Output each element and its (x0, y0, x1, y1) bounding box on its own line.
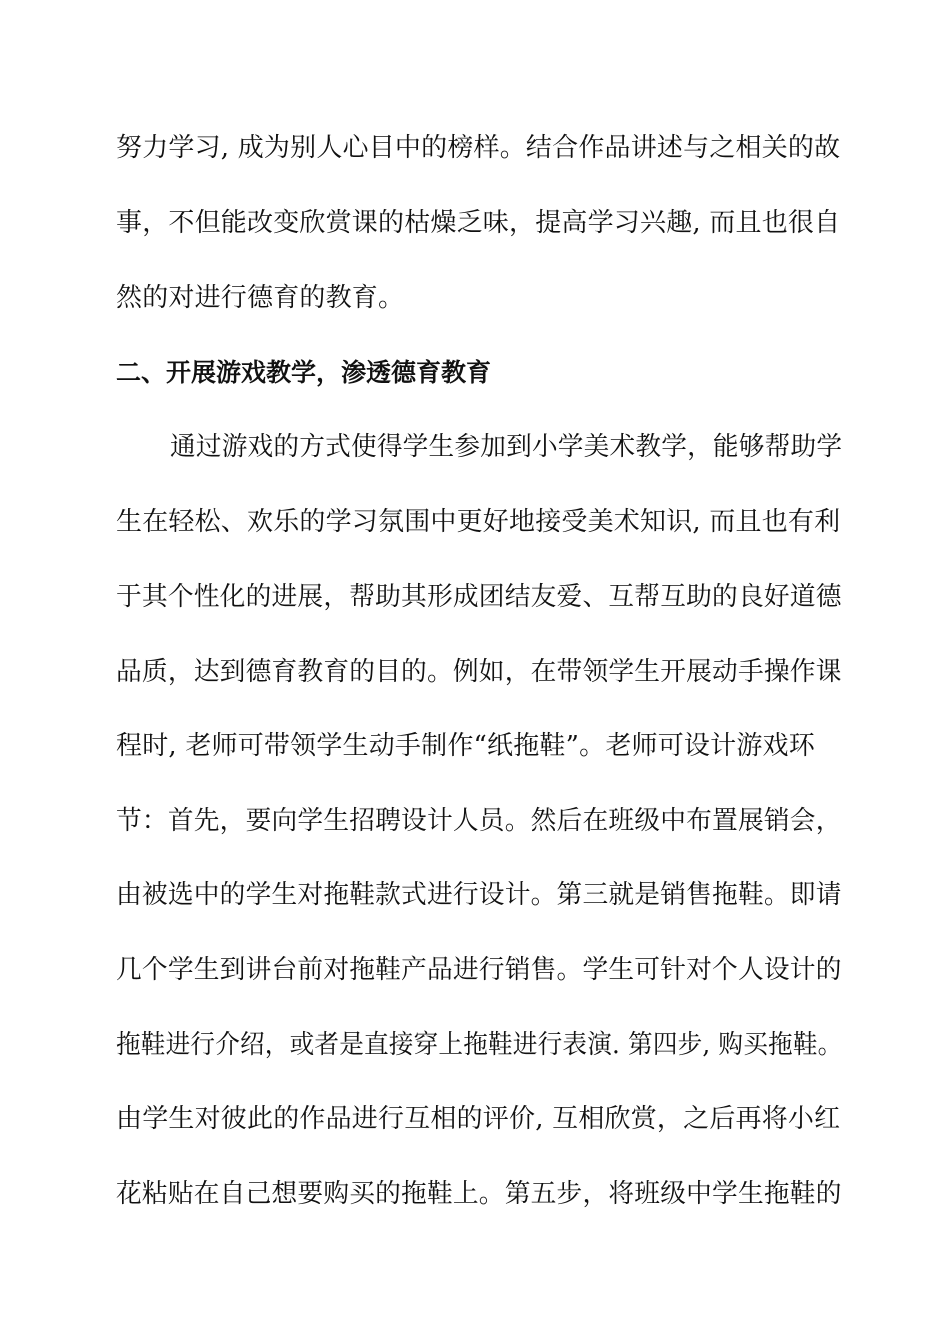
section-heading: 二、开展游戏教学，渗透德育教育 (116, 358, 492, 387)
paragraph-line: 努力学习, 成为别人心目中的榜样。结合作品讲述与之相关的故 (116, 133, 841, 163)
paragraph-line: 然的对进行德育的教育。 (116, 283, 405, 313)
paragraph-line: 程时, 老师可带领学生动手制作“纸拖鞋”。老师可设计游戏环 (116, 731, 815, 761)
paragraph-line: 事，不但能改变欣赏课的枯燥乏味，提高学习兴趣, 而且也很自 (116, 208, 841, 238)
paragraph-line: 拖鞋进行介绍，或者是直接穿上拖鞋进行表演. 第四步, 购买拖鞋。 (116, 1030, 843, 1060)
paragraph-line: 生在轻松、欢乐的学习氛围中更好地接受美术知识, 而且也有利 (116, 507, 841, 537)
paragraph-line: 花粘贴在自己想要购买的拖鞋上。第五步，将班级中学生拖鞋的 (116, 1179, 842, 1209)
paragraph-line: 由被选中的学生对拖鞋款式进行设计。第三就是销售拖鞋。即请 (116, 880, 842, 910)
paragraph-line: 通过游戏的方式使得学生参加到小学美术教学，能够帮助学 (170, 432, 843, 462)
paragraph-line: 于其个性化的进展，帮助其形成团结友爱、互帮互助的良好道德 (116, 582, 842, 612)
paragraph-line: 节：首先，要向学生招聘设计人员。然后在班级中布置展销会， (116, 806, 842, 836)
paragraph-line: 几个学生到讲台前对拖鞋产品进行销售。学生可针对个人设计的 (116, 955, 842, 985)
paragraph-line: 品质，达到德育教育的目的。例如，在带领学生开展动手操作课 (116, 657, 842, 687)
paragraph-line: 由学生对彼此的作品进行互相的评价, 互相欣赏，之后再将小红 (116, 1104, 841, 1134)
